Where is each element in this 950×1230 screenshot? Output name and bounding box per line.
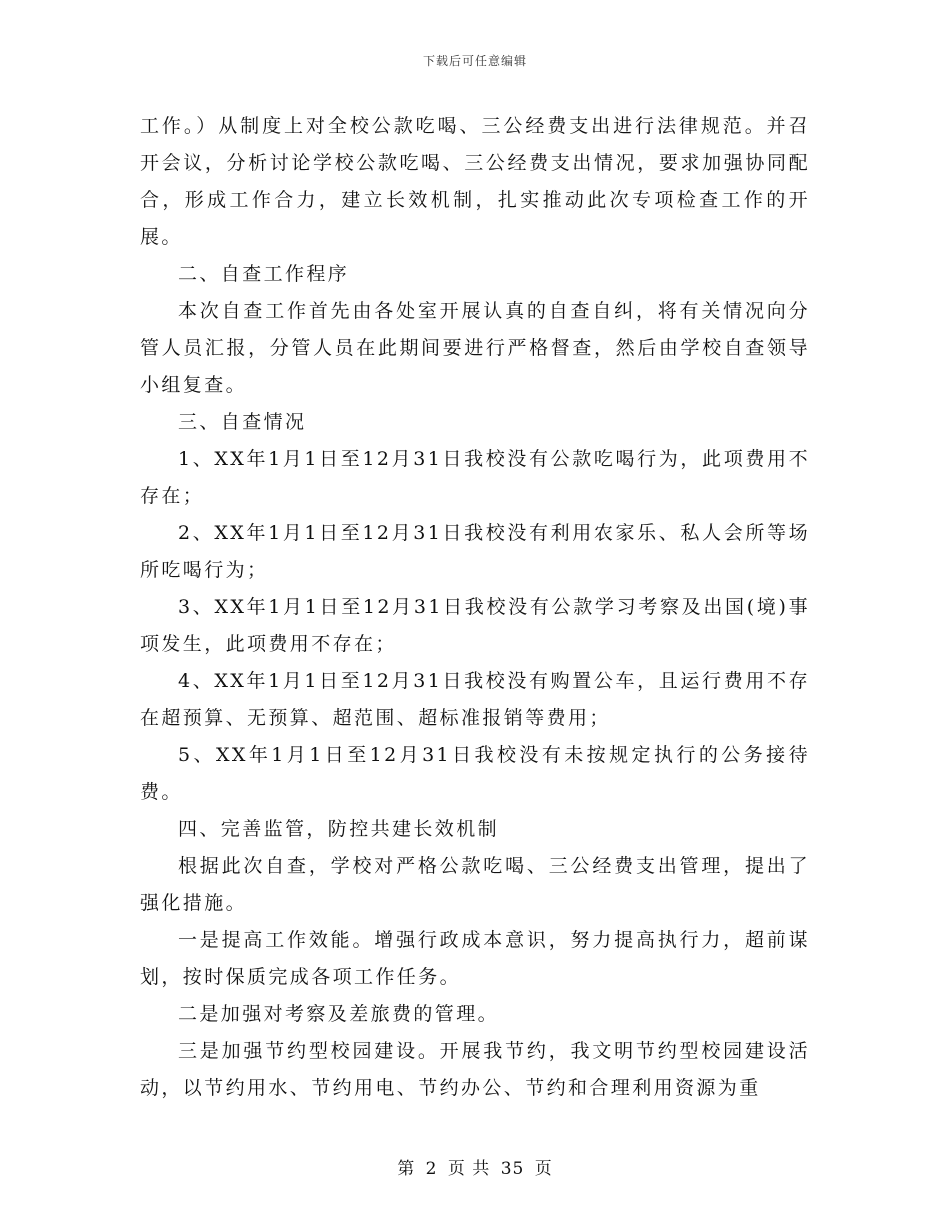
- paragraph-measure-1: 一是提高工作效能。增强行政成本意识，努力提高执行力，超前谋划，按时保质完成各项工作任务。: [140, 929, 810, 988]
- document-body: [140, 108, 810, 1107]
- footer-page-number: 2: [425, 1159, 438, 1179]
- paragraph-continuation: 工作。）从制度上对全校公款吃喝、三公经费支出进行法律规范。并召开会议，分析讨论学校公款吃喝、三公经费支出情况，要求加强协同配合，形成工作合力，建立长效机制，扎实推动此次专项检查工作的开展。: [140, 115, 810, 248]
- list-item-3: 3、XX年1月1日至12月31日我校没有公款学习考察及出国(境)事项发生，此项费用不存在；: [140, 596, 810, 655]
- list-item-4: 4、XX年1月1日至12月31日我校没有购置公车，且运行费用不存在超预算、无预算、超范围、超标准报销等费用；: [140, 670, 810, 729]
- footer-middle: 页 共: [447, 1159, 491, 1179]
- footer-prefix: 第: [397, 1159, 416, 1179]
- page-footer: [0, 1154, 950, 1179]
- section-heading-2: 二、自查工作程序: [178, 263, 350, 285]
- paragraph-measure-3: 三是加强节约型校园建设。开展我节约，我文明节约型校园建设活动，以节约用水、节约用电、节约办公、节约和合理利用资源为重: [140, 1040, 810, 1099]
- paragraph-measures: 根据此次自查，学校对严格公款吃喝、三公经费支出管理，提出了强化措施。: [140, 855, 810, 914]
- list-item-1: 1、XX年1月1日至12月31日我校没有公款吃喝行为，此项费用不存在；: [140, 448, 810, 507]
- section-heading-3: 三、自查情况: [178, 411, 307, 433]
- footer-suffix: 页: [534, 1159, 553, 1179]
- paragraph-measure-2: 二是加强对考察及差旅费的管理。: [178, 1003, 500, 1025]
- footer-total-pages: 35: [500, 1159, 525, 1179]
- list-item-5: 5、XX年1月1日至12月31日我校没有未按规定执行的公务接待费。: [140, 744, 810, 803]
- page-header: 下载后可任意编辑: [422, 54, 527, 68]
- section-heading-4: 四、完善监管，防控共建长效机制: [178, 818, 500, 840]
- list-item-2: 2、XX年1月1日至12月31日我校没有利用农家乐、私人会所等场所吃喝行为；: [140, 522, 810, 581]
- paragraph-procedure: 本次自查工作首先由各处室开展认真的自查自纠，将有关情况向分管人员汇报，分管人员在此期间要进行严格督查，然后由学校自查领导小组复查。: [140, 300, 810, 396]
